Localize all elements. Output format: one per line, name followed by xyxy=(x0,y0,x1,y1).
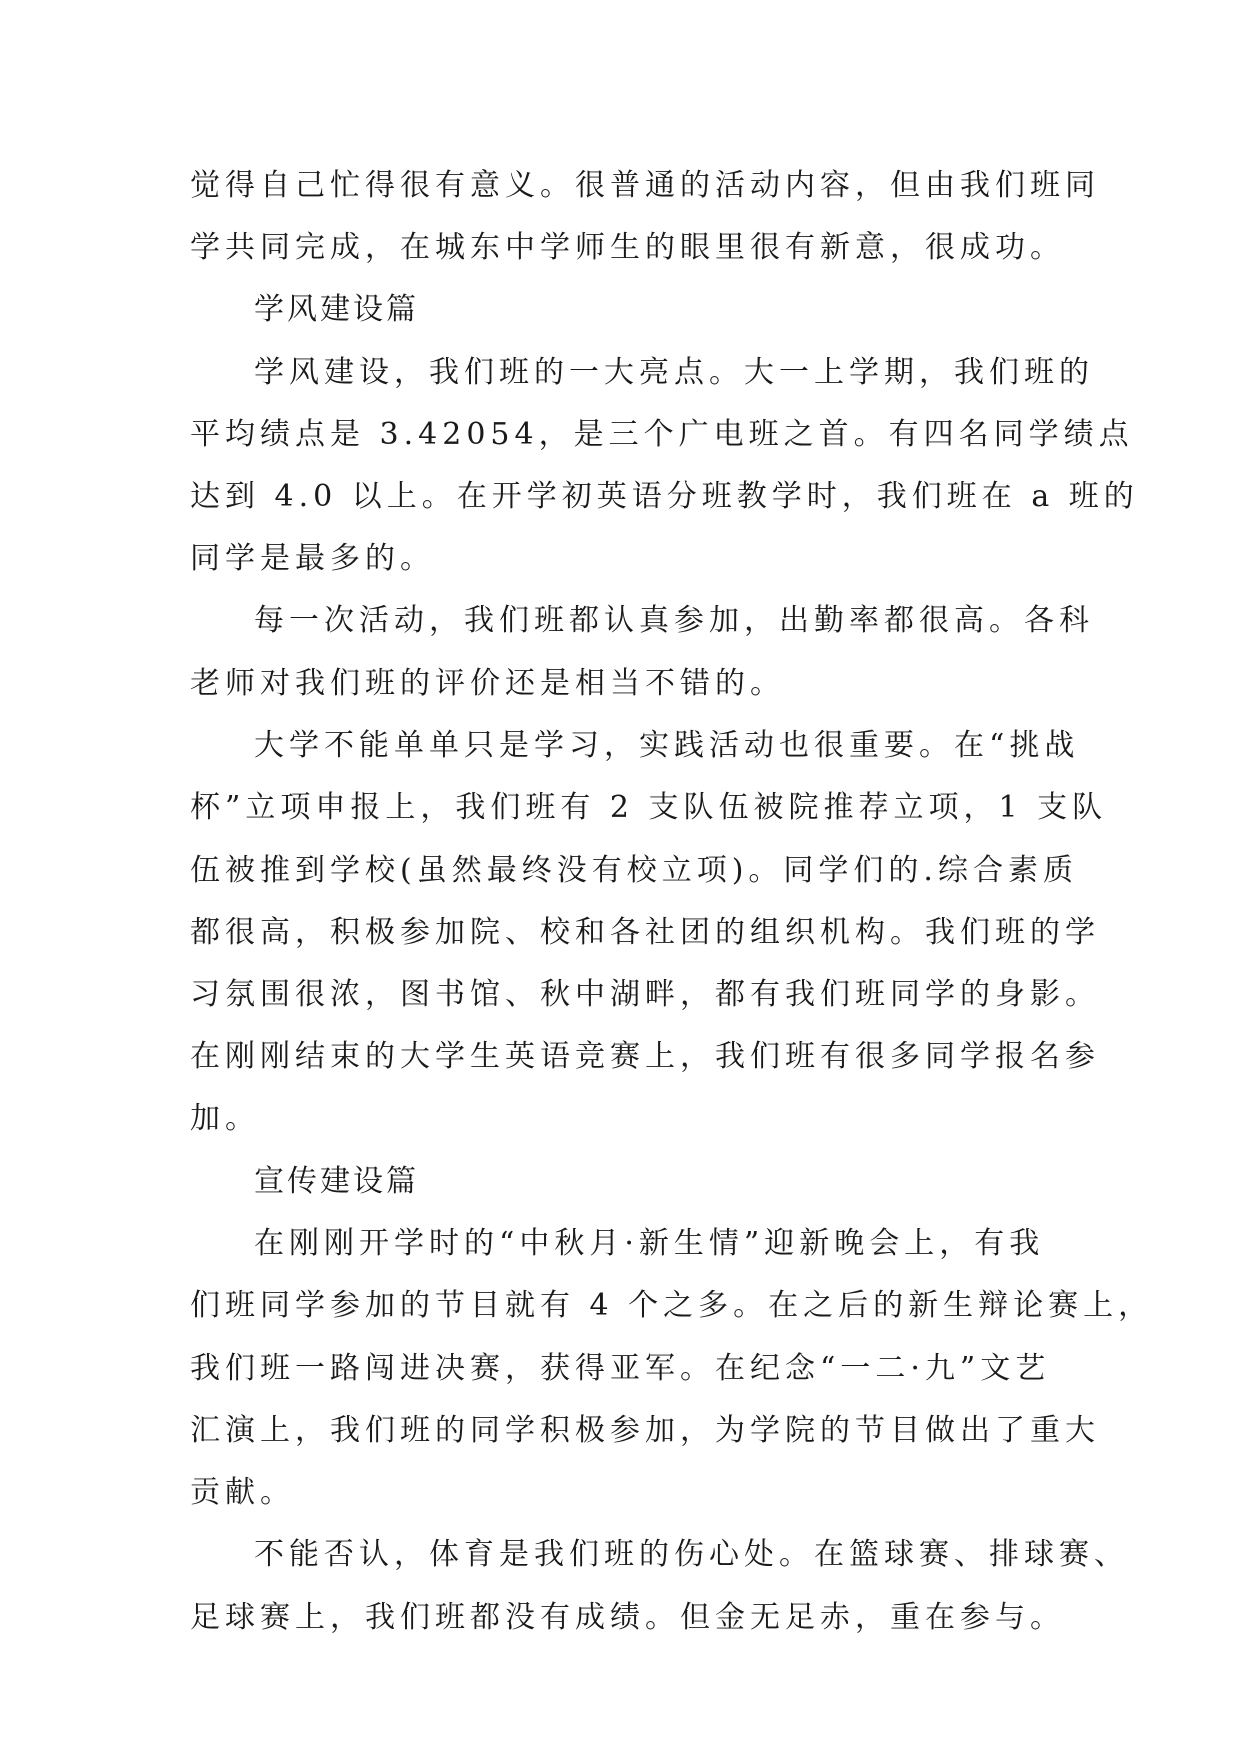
text-line: 在刚刚结束的大学生英语竞赛上，我们班有很多同学报名参 xyxy=(190,1039,1100,1074)
text-line: 平均绩点是 3.42054，是三个广电班之首。有四名同学绩点 xyxy=(190,417,1134,452)
text-line: 杯”立项申报上，我们班有 2 支队伍被院推荐立项，1 支队 xyxy=(190,790,1108,825)
section-heading-study-style: 学风建设篇 xyxy=(254,292,419,327)
text-line: 加。 xyxy=(190,1101,260,1136)
text-line: 我们班一路闯进决赛，获得亚军。在纪念“一二·九”文艺 xyxy=(190,1351,1051,1386)
text-line: 不能否认，体育是我们班的伤心处。在篮球赛、排球赛、 xyxy=(254,1537,1129,1572)
text-line: 足球赛上，我们班都没有成绩。但金无足赤，重在参与。 xyxy=(190,1600,1065,1635)
text-line: 贡献。 xyxy=(190,1475,295,1510)
text-line: 在刚刚开学时的“中秋月·新生情”迎新晚会上，有我 xyxy=(254,1226,1045,1261)
text-line: 同学是最多的。 xyxy=(190,541,435,576)
text-line: 都很高，积极参加院、校和各社团的组织机构。我们班的学 xyxy=(190,915,1100,950)
text-line: 觉得自己忙得很有意义。很普通的活动内容，但由我们班同 xyxy=(190,168,1100,203)
text-line: 大学不能单单只是学习，实践活动也很重要。在“挑战 xyxy=(254,728,1080,763)
text-line: 们班同学参加的节目就有 4 个之多。在之后的新生辩论赛上， xyxy=(190,1288,1154,1323)
text-line: 学共同完成，在城东中学师生的眼里很有新意，很成功。 xyxy=(190,230,1065,265)
text-line: 达到 4.0 以上。在开学初英语分班教学时，我们班在 a 班的 xyxy=(190,479,1139,514)
text-line: 汇演上，我们班的同学积极参加，为学院的节目做出了重大 xyxy=(190,1413,1100,1448)
text-line: 学风建设，我们班的一大亮点。大一上学期，我们班的 xyxy=(254,355,1094,390)
section-heading-publicity: 宣传建设篇 xyxy=(254,1164,419,1199)
text-line: 伍被推到学校(虽然最终没有校立项)。同学们的.综合素质 xyxy=(190,853,1078,888)
text-line: 每一次活动，我们班都认真参加，出勤率都很高。各科 xyxy=(254,603,1094,638)
text-line: 老师对我们班的评价还是相当不错的。 xyxy=(190,666,785,701)
text-line: 习氛围很浓，图书馆、秋中湖畔，都有我们班同学的身影。 xyxy=(190,977,1100,1012)
